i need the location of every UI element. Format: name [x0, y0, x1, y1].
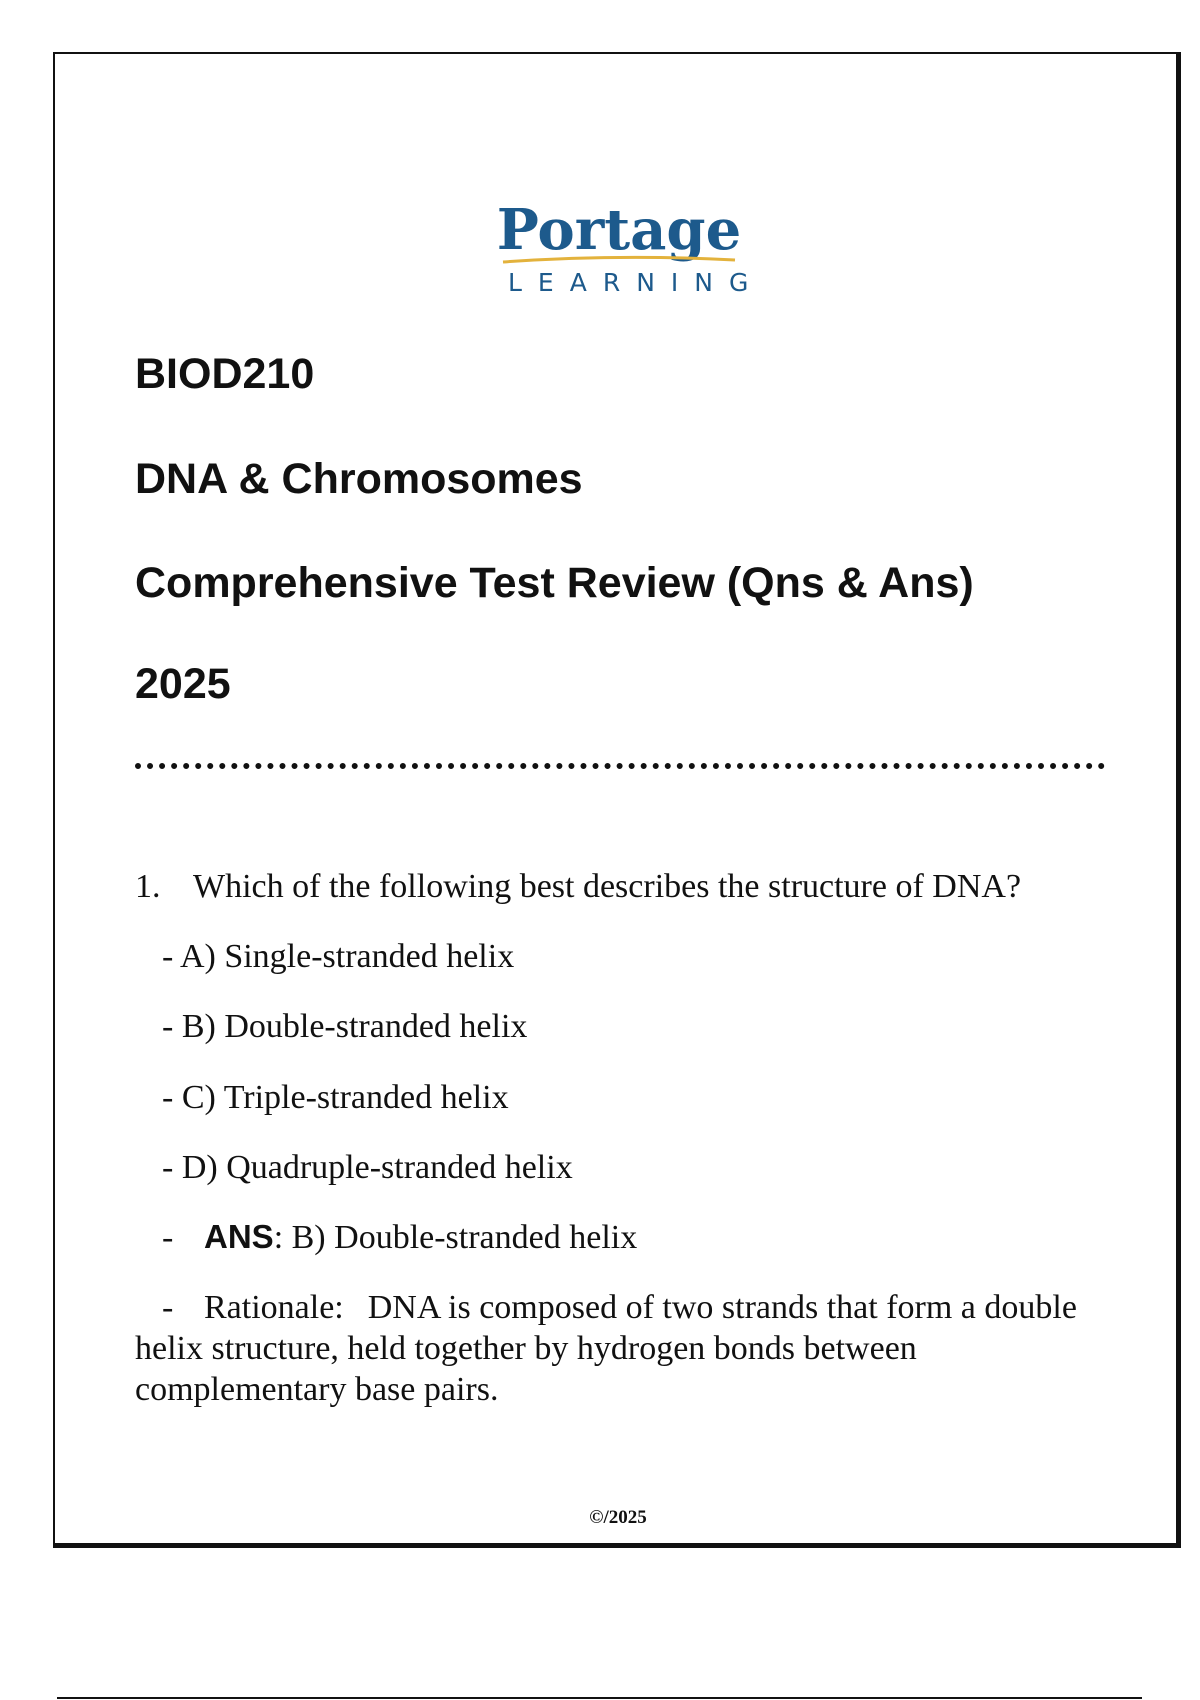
rationale-label: Rationale: [204, 1289, 344, 1326]
year-heading: 2025 [135, 660, 231, 708]
answer-label: ANS [204, 1218, 274, 1255]
option-c: - C) Triple-stranded helix [162, 1079, 509, 1116]
option-b: - B) Double-stranded helix [162, 1008, 528, 1045]
answer-line [162, 1218, 637, 1257]
rationale [135, 1287, 1115, 1410]
course-code: BIOD210 [135, 350, 315, 398]
rationale-dash: - [162, 1289, 174, 1326]
logo-wordmark: Portage [496, 197, 742, 263]
dotted-divider [135, 763, 1105, 769]
option-a: - A) Single-stranded helix [162, 938, 515, 975]
portage-learning-logo [494, 197, 765, 310]
question-number: 1. [135, 868, 161, 905]
logo-subtitle: LEARNING [508, 268, 765, 297]
question-text: Which of the following best describes the structure of DNA? [193, 868, 1022, 905]
topic-heading: DNA & Chromosomes [135, 455, 583, 503]
document-title: Comprehensive Test Review (Qns & Ans) [135, 559, 974, 607]
rationale-text: DNA is composed of two strands that form a double helix structure, held together by hydrogen bonds between complementary base pairs. [135, 1289, 1077, 1408]
answer-dash: - [162, 1219, 174, 1256]
copyright-footer: ©/2025 [589, 1507, 647, 1528]
option-d: - D) Quadruple-stranded helix [162, 1149, 573, 1186]
question-1 [135, 868, 1021, 906]
bottom-rule [57, 1697, 1142, 1699]
answer-text: : B) Double-stranded helix [273, 1219, 638, 1256]
